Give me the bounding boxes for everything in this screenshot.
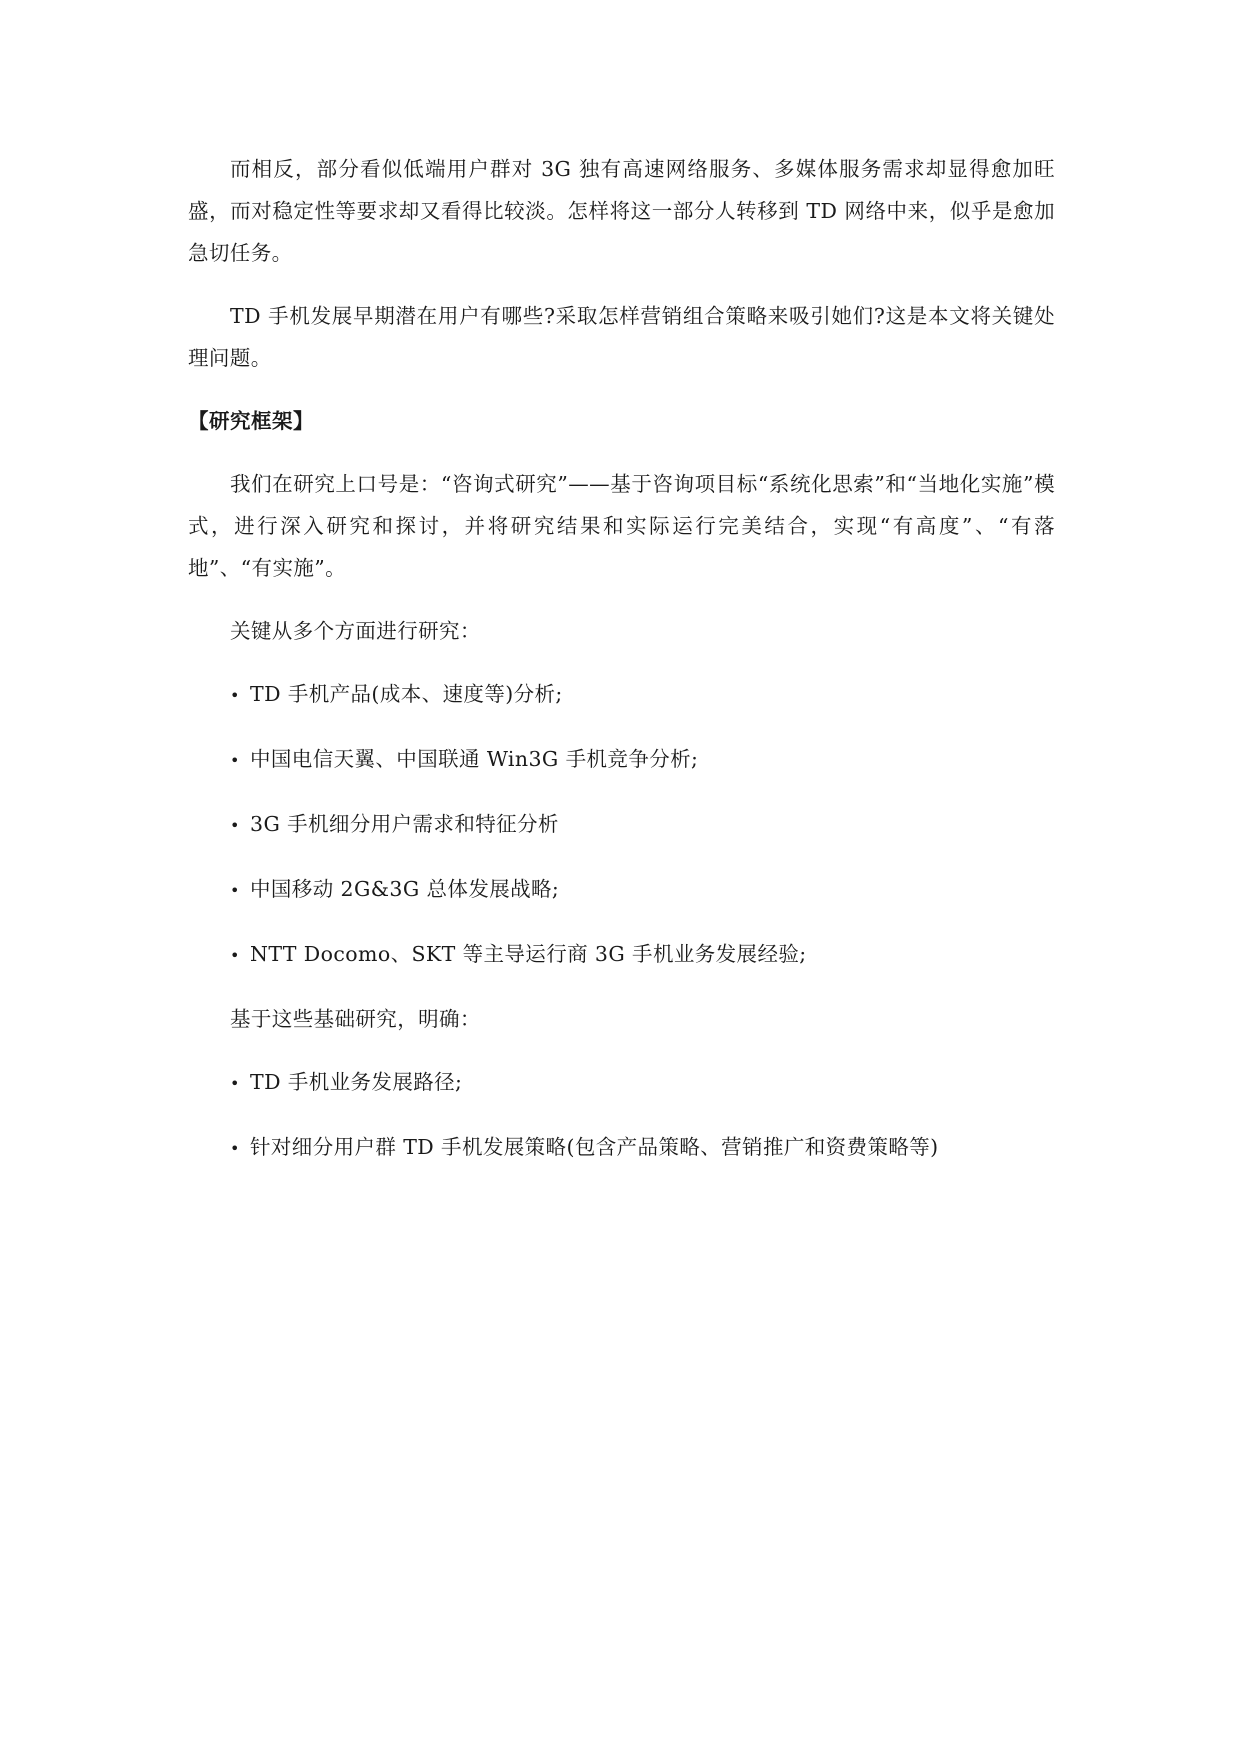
list-item-text: 3G 手机细分用户需求和特征分析: [250, 812, 559, 836]
list-item: [188, 1126, 1055, 1170]
list-item-text: 中国电信天翼、中国联通 Win3G 手机竞争分析;: [250, 747, 699, 771]
list-item-text: TD 手机业务发展路径;: [250, 1070, 463, 1094]
paragraph-low-end-users: 而相反，部分看似低端用户群对 3G 独有高速网络服务、多媒体服务需求却显得愈加旺盛，而对稳定性等要求却又看得比较淡。怎样将这一部分人转移到 TD 网络中来，似乎是愈加急切任务。: [188, 157, 1055, 265]
paragraph-research-slogan: 我们在研究上口号是：“咨询式研究”——基于咨询项目标“系统化思索”和“当地化实施”模式，进行深入研究和探讨，并将研究结果和实际运行完美结合，实现“有高度”、“有落地”、“有实施”。: [188, 472, 1055, 580]
research-lead: 关键从多个方面进行研究：: [230, 619, 481, 643]
bullet-icon: •: [230, 751, 240, 770]
bullet-icon: •: [230, 816, 240, 835]
basis-items-list: [188, 1061, 1055, 1170]
paragraph-potential-users: TD 手机发展早期潜在用户有哪些?采取怎样营销组合策略来吸引她们?这是本文将关键处理问题。: [188, 304, 1055, 370]
list-item: [188, 933, 1055, 977]
basis-lead: 基于这些基础研究，明确：: [230, 1007, 481, 1031]
list-item-text: TD 手机产品(成本、速度等)分析;: [250, 682, 563, 706]
research-items-list: [188, 673, 1055, 977]
list-item-text: 中国移动 2G&3G 总体发展战略;: [250, 877, 560, 901]
list-item: [188, 868, 1055, 912]
bullet-icon: •: [230, 686, 240, 705]
list-item: [188, 803, 1055, 847]
list-item-text: NTT Docomo、SKT 等主导运行商 3G 手机业务发展经验;: [250, 942, 807, 966]
bullet-icon: •: [230, 1074, 240, 1093]
document-page: [188, 148, 1055, 1191]
list-item: [188, 673, 1055, 717]
list-item: [188, 738, 1055, 782]
bullet-icon: •: [230, 946, 240, 965]
list-item-text: 针对细分用户群 TD 手机发展策略(包含产品策略、营销推广和资费策略等): [250, 1135, 939, 1159]
bullet-icon: •: [230, 881, 240, 900]
list-item: [188, 1061, 1055, 1105]
section-heading-research-framework: 【研究框架】: [188, 409, 314, 433]
bullet-icon: •: [230, 1139, 240, 1158]
